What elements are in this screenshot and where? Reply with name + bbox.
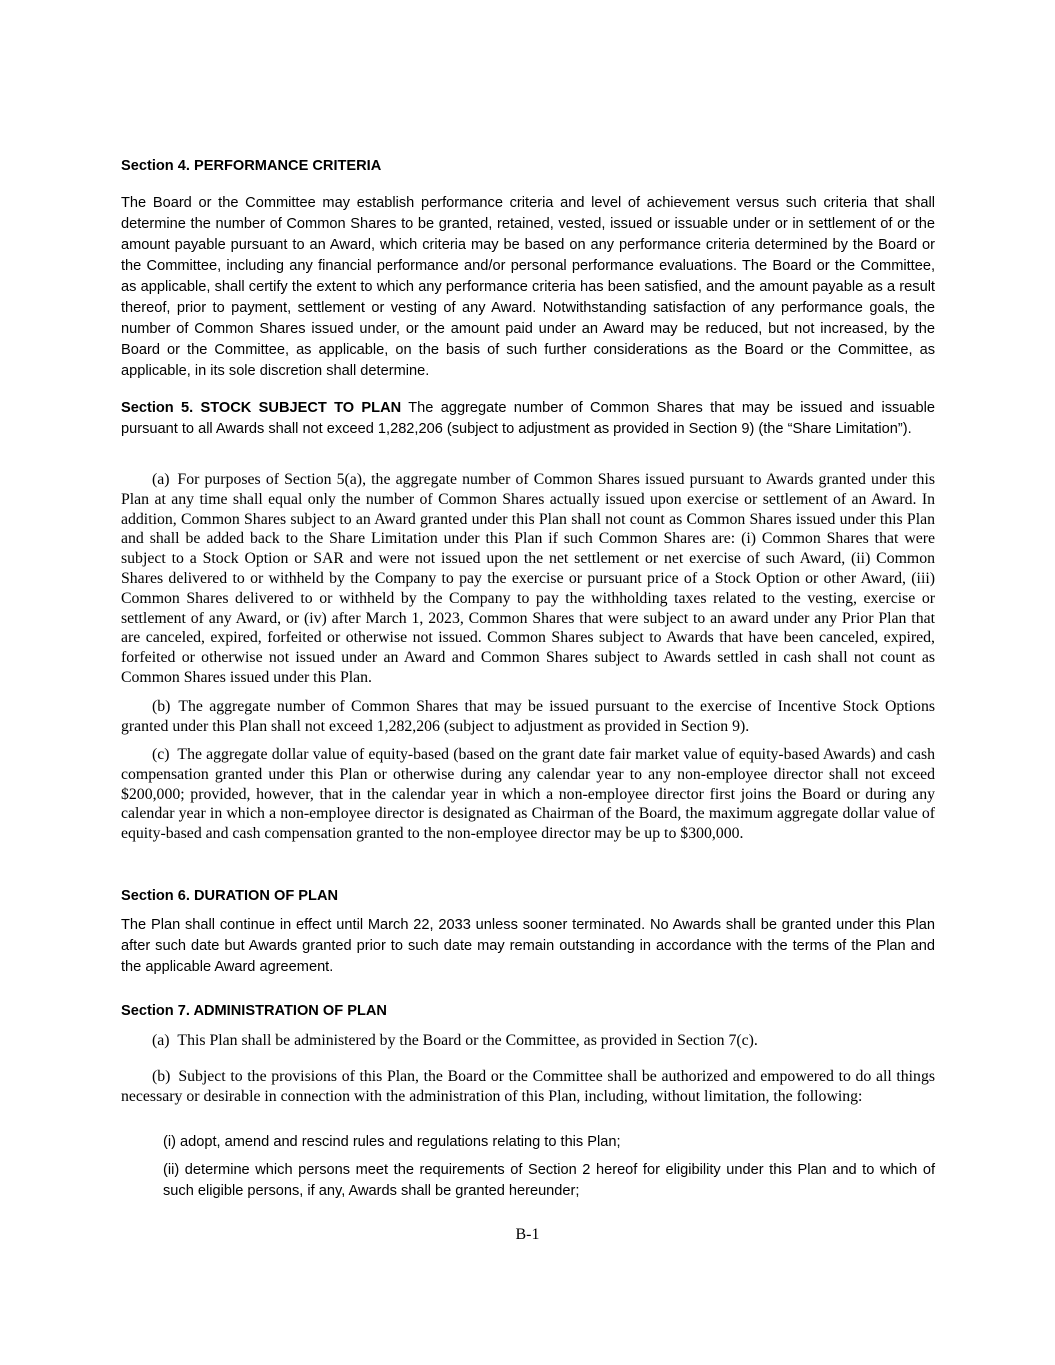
section-7a: (a) This Plan shall be administered by the Board or the Committee, as provided in Section 7(c). bbox=[152, 1032, 758, 1049]
page-number: B-1 bbox=[515, 1226, 540, 1243]
section-5-intro: The aggregate number of Common Shares that may be issued and issuable pursuant to all Awards shall not exceed 1,282,206 (subject to adjustment as provided in Section 9) (the “Share Limitation”). bbox=[121, 400, 935, 437]
section-7b: (b) Subject to the provisions of this Plan, the Board or the Committee shall be authorized and empowered to do all things necessary or desirable in connection with the administration of this Plan, including, without limitation, the following: bbox=[121, 1068, 935, 1105]
section-5c: (c) The aggregate dollar value of equity-based (based on the grant date fair market value of equity-based Awards) and cash compensation granted under this Plan or otherwise during any calendar year to any non-employee director shall not exceed $200,000; provided, however, that in the calendar year in which a non-employee director first joins the Board or during any calendar year in which a non-employee director is designated as Chairman of the Board, the maximum aggregate dollar value of equity-based and cash compensation granted to the non-employee director may be up to $300,000. bbox=[121, 746, 935, 843]
section-7b-item-ii: (ii) determine which persons meet the requirements of Section 2 hereof for eligibility under this Plan and to which of such eligible persons, if any, Awards shall be granted hereunder; bbox=[163, 1162, 935, 1199]
section-7-heading: Section 7. ADMINISTRATION OF PLAN bbox=[121, 1003, 387, 1019]
section-5b: (b) The aggregate number of Common Shares that may be issued pursuant to the exercise of Incentive Stock Options granted under this Plan shall not exceed 1,282,206 (subject to adjustment as provided in Section 9). bbox=[121, 698, 935, 735]
section-5-intro-paragraph bbox=[121, 398, 935, 440]
section-7b-item-i: (i) adopt, amend and rescind rules and regulations relating to this Plan; bbox=[163, 1134, 621, 1150]
section-5a: (a) For purposes of Section 5(a), the aggregate number of Common Shares issued pursuant to Awards granted under this Plan at any time shall equal only the number of Common Shares actually issued upon exercise or settlement of an Award. In addition, Common Shares subject to an Award granted under this Plan shall not count as Common Shares issued under this Plan and shall be added back to the Share Limitation under this Plan if such Common Shares are: (i) Common Shares that were subject to a Stock Option or SAR and were not issued upon the net settlement or net exercise of such Award, (ii) Common Shares delivered to or withheld by the Company to pay the exercise or pursuant price of a Stock Option or other Award, (iii) Common Shares delivered to or withheld by the Company to pay the withholding taxes related to the vesting, exercise or settlement of any Award, or (iv) after March 1, 2023, Common Shares that were subject to an award under any Prior Plan that are canceled, expired, forfeited or otherwise not issued. Common Shares subject to Awards that have been canceled, expired, forfeited or otherwise not issued under an Award and Common Shares subject to Awards settled in cash shall not count as Common Shares issued under this Plan. bbox=[121, 471, 935, 686]
section-5-heading: Section 5. STOCK SUBJECT TO PLAN bbox=[121, 400, 402, 416]
section-6-heading: Section 6. DURATION OF PLAN bbox=[121, 888, 339, 904]
section-4-body: The Board or the Committee may establish performance criteria and level of achievement versus such criteria that shall determine the number of Common Shares to be granted, retained, vested, issued or issuable under or in settlement of or the amount payable pursuant to an Award, which criteria may be based on any performance criteria determined by the Board or the Committee, including any financial performance and/or personal performance evaluations. The Board or the Committee, as applicable, shall certify the extent to which any performance criteria has been satisfied, and the amount payable as a result thereof, prior to payment, settlement or vesting of any Award. Notwithstanding satisfaction of any performance goals, the number of Common Shares issued under, or the amount paid under an Award may be reduced, but not increased, by the Board or the Committee, as applicable, on the basis of such further considerations as the Board or the Committee, as applicable, in its sole discretion shall determine. bbox=[121, 195, 935, 379]
section-6-body: The Plan shall continue in effect until March 22, 2033 unless sooner terminated. No Awards shall be granted under this Plan after such date but Awards granted prior to such date may remain outstanding in accordance with the terms of the Plan and the applicable Award agreement. bbox=[121, 917, 935, 975]
section-4-heading: Section 4. PERFORMANCE CRITERIA bbox=[121, 158, 382, 174]
